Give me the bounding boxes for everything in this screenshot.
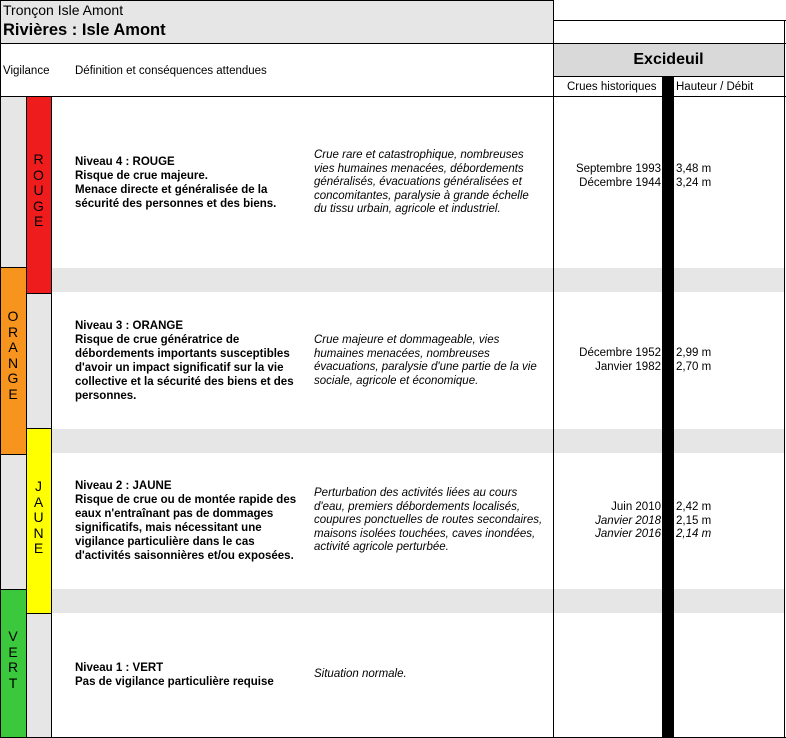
grid-line bbox=[553, 76, 784, 77]
troncon-title: Tronçon Isle Amont bbox=[3, 2, 124, 18]
definition-orange: Niveau 3 : ORANGE Risque de crue génératrice de débordements importants susceptibles d'avoir un impact significatif sur la vie collective et la sécurité des biens et des personnes. bbox=[75, 320, 294, 402]
vigilance-letter: E bbox=[33, 540, 44, 556]
grid-line bbox=[0, 454, 26, 455]
grid-line bbox=[26, 293, 51, 294]
grid-line bbox=[26, 613, 51, 614]
vigilance-header: Vigilance bbox=[3, 65, 50, 77]
vigilance-letter: A bbox=[8, 339, 18, 355]
grid-line bbox=[51, 96, 52, 738]
consequences-jaune: Perturbation des activités liées au cours d'eau, premiers débordements localisés, coupures ponctuelles de routes secondaires, maisons isolées touchées, caves inondées, activité agricole perturbée. bbox=[314, 487, 543, 553]
vigilance-letter: R bbox=[7, 323, 19, 340]
vigilance-letter: R bbox=[7, 659, 19, 675]
consequences-vert: Situation normale. bbox=[314, 668, 407, 680]
grid-line bbox=[0, 0, 553, 1]
vigilance-letter: V bbox=[8, 628, 18, 644]
vigilance-letter: A bbox=[33, 493, 44, 510]
historic-values-rouge: 3,48 m 3,24 m bbox=[676, 163, 712, 189]
vigilance-letter: O bbox=[33, 166, 44, 183]
grid-line bbox=[0, 0, 1, 738]
definition-vert: Niveau 1 : VERT Pas de vigilance particulière requise bbox=[75, 662, 274, 688]
vigilance-letter: R bbox=[33, 151, 44, 167]
vigilance-letter: E bbox=[8, 385, 18, 402]
vigilance-letter: T bbox=[8, 674, 18, 691]
historic-dates-rouge: Septembre 1993 Décembre 1944 bbox=[575, 163, 661, 189]
consequences-rouge: Crue rare et catastrophique, nombreuses vies humaines menacées, débordements généralisés, évacuations généralisées et concomitantes, paralysie à grande échelle du tissu urbain, agricole et industriel. bbox=[314, 149, 529, 215]
grid-line bbox=[0, 96, 786, 97]
vigilance-letter: O bbox=[7, 308, 19, 324]
separator-band bbox=[51, 589, 784, 613]
historic-values-jaune: 2,42 m 2,15 m 2,14 m bbox=[676, 501, 712, 540]
vigilance-letter: U bbox=[33, 182, 44, 198]
definition-header: Définition et conséquences attendues bbox=[75, 65, 267, 77]
vigilance-letter: N bbox=[7, 354, 19, 371]
rivieres-title: Rivières : Isle Amont bbox=[3, 21, 166, 39]
vigilance-letter: N bbox=[33, 524, 44, 541]
vigilance-outer-grey bbox=[0, 97, 26, 267]
vigilance-outer-grey bbox=[0, 454, 26, 589]
vigilance-letter: E bbox=[33, 213, 44, 229]
rouge-letters bbox=[27, 152, 50, 230]
historic-values-orange: 2,99 m 2,70 m bbox=[676, 347, 712, 373]
grid-line bbox=[784, 20, 785, 738]
station-name: Excideuil bbox=[633, 51, 704, 68]
consequences-orange: Crue majeure et dommageable, vies humaines menacées, nombreuses évacuations, paralysie d'une partie de la vie sociale, agricole et économique. bbox=[314, 334, 537, 387]
separator-band bbox=[51, 268, 784, 292]
vigilance-letter: G bbox=[33, 197, 44, 214]
grid-line bbox=[553, 0, 554, 738]
orange-letters bbox=[1, 309, 25, 402]
historic-dates-jaune: Juin 2010 Janvier 2018 Janvier 2016 bbox=[595, 501, 661, 540]
grid-line bbox=[26, 96, 27, 738]
vigilance-letter: G bbox=[7, 370, 19, 386]
historic-dates-orange: Décembre 1952 Janvier 1982 bbox=[579, 347, 661, 373]
grid-line bbox=[0, 267, 26, 268]
definition-rouge: Niveau 4 : ROUGE Risque de crue majeure. Menace directe et généralisée de la sécurité des personnes et des biens. bbox=[75, 156, 277, 210]
vigilance-letter: J bbox=[35, 478, 42, 494]
definition-jaune: Niveau 2 : JAUNE Risque de crue ou de montée rapide des eaux n'entraînant pas de dommages significatifs, mais nécessitant une vigilance particulière dans le cas d'activités saisonnières et/ou exposées. bbox=[75, 480, 297, 562]
vigilance-letter: U bbox=[33, 509, 44, 525]
vigilance-letter: E bbox=[8, 643, 18, 660]
crues-historiques-header: Crues historiques bbox=[567, 81, 657, 93]
grid-line bbox=[553, 20, 786, 21]
vert-letters bbox=[1, 629, 25, 691]
grid-line bbox=[0, 43, 786, 44]
hauteur-debit-header: Hauteur / Débit bbox=[676, 81, 754, 93]
grid-line bbox=[26, 428, 51, 429]
vigilance-inner-grey bbox=[26, 613, 51, 738]
gauge-bar bbox=[662, 76, 674, 738]
grid-line bbox=[0, 589, 26, 590]
separator-band bbox=[51, 429, 784, 453]
jaune-letters bbox=[27, 479, 50, 557]
vigilance-inner-grey bbox=[26, 293, 51, 428]
